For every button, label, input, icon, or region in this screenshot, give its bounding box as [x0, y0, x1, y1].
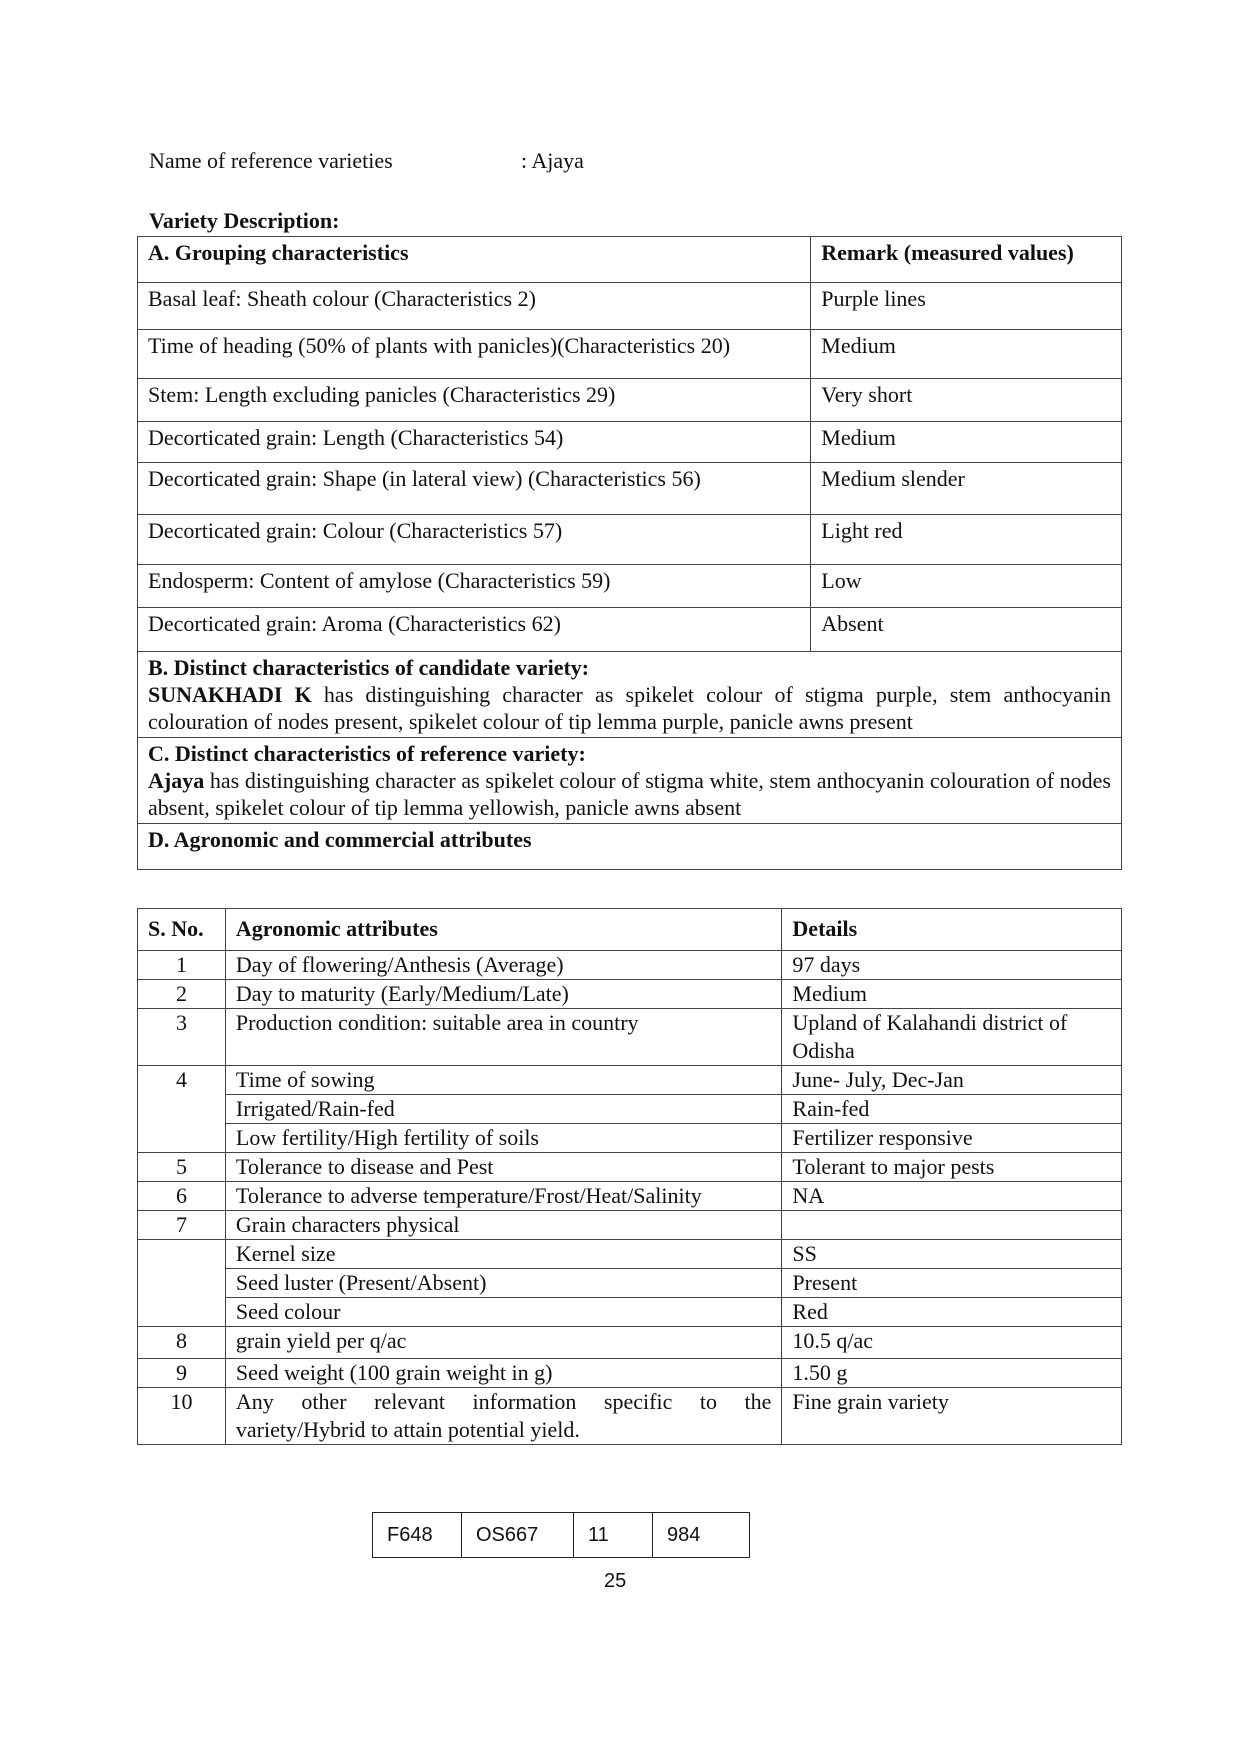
detail-cell: NA	[782, 1182, 1122, 1211]
section-b-row	[138, 652, 1122, 738]
variety-description-title: Variety Description:	[149, 208, 340, 233]
attribute-cell: Grain characters physical	[225, 1211, 782, 1240]
agronomic-attributes-table	[137, 908, 1122, 1445]
characteristic-cell: Decorticated grain: Aroma (Characteristics 62)	[138, 608, 811, 652]
sno-cell: 1	[138, 951, 226, 980]
table-row	[138, 1095, 1122, 1124]
reference-variety-name: Ajaya	[148, 768, 205, 793]
section-b-header: B. Distinct characteristics of candidate variety:	[148, 655, 590, 680]
sno-cell: 10	[138, 1388, 226, 1445]
code-cell: F648	[373, 1513, 462, 1558]
section-c-text: has distinguishing character as spikelet colour of stigma white, stem anthocyanin colouration of nodes absent, spikelet colour of tip lemma yellowish, panicle awns absent	[148, 768, 1111, 820]
candidate-variety-name: SUNAKHADI K	[148, 682, 312, 707]
attribute-cell: Production condition: suitable area in country	[225, 1009, 782, 1066]
remark-header: Remark (measured values)	[811, 237, 1122, 283]
table-row	[138, 515, 1122, 565]
characteristic-cell: Endosperm: Content of amylose (Characteristics 59)	[138, 565, 811, 608]
attribute-cell: Kernel size	[225, 1240, 782, 1269]
sno-cell: 4	[138, 1066, 226, 1153]
section-c-row	[138, 738, 1122, 824]
table-row	[138, 330, 1122, 379]
attribute-header: Agronomic attributes	[225, 909, 782, 951]
characteristic-cell: Decorticated grain: Colour (Characteristics 57)	[138, 515, 811, 565]
table-row	[138, 1359, 1122, 1388]
detail-cell: Tolerant to major pests	[782, 1153, 1122, 1182]
table-row	[138, 1182, 1122, 1211]
attribute-cell: Day to maturity (Early/Medium/Late)	[225, 980, 782, 1009]
detail-cell: Medium	[782, 980, 1122, 1009]
attribute-cell: Tolerance to disease and Pest	[225, 1153, 782, 1182]
remark-cell: Purple lines	[811, 283, 1122, 330]
table-row	[138, 1388, 1122, 1445]
table-row	[138, 379, 1122, 422]
reference-variety-line	[149, 148, 584, 174]
code-cell: OS667	[462, 1513, 574, 1558]
section-d-row	[138, 824, 1122, 870]
section-a-header-row	[138, 237, 1122, 283]
detail-cell: Present	[782, 1269, 1122, 1298]
characteristic-cell: Time of heading (50% of plants with panicles)(Characteristics 20)	[138, 330, 811, 379]
attribute-cell: Day of flowering/Anthesis (Average)	[225, 951, 782, 980]
attribute-cell: Seed colour	[225, 1298, 782, 1327]
attribute-cell: Low fertility/High fertility of soils	[225, 1124, 782, 1153]
table-row	[138, 1124, 1122, 1153]
code-cell: 984	[653, 1513, 750, 1558]
table-row	[138, 1153, 1122, 1182]
code-box	[372, 1512, 750, 1558]
table-row	[138, 283, 1122, 330]
sno-header: S. No.	[138, 909, 226, 951]
sno-cell	[138, 1240, 226, 1327]
sno-cell: 9	[138, 1359, 226, 1388]
remark-cell: Absent	[811, 608, 1122, 652]
characteristic-cell: Decorticated grain: Length (Characteristics 54)	[138, 422, 811, 463]
table-row	[138, 1211, 1122, 1240]
detail-cell: Rain-fed	[782, 1095, 1122, 1124]
table-row	[138, 1009, 1122, 1066]
sno-cell: 6	[138, 1182, 226, 1211]
remark-cell: Medium	[811, 422, 1122, 463]
attribute-cell: Seed weight (100 grain weight in g)	[225, 1359, 782, 1388]
section-c-header: C. Distinct characteristics of reference variety:	[148, 741, 586, 766]
attribute-cell: Tolerance to adverse temperature/Frost/Heat/Salinity	[225, 1182, 782, 1211]
sno-cell: 3	[138, 1009, 226, 1066]
table-row	[138, 608, 1122, 652]
attribute-cell: Seed luster (Present/Absent)	[225, 1269, 782, 1298]
section-a-header: A. Grouping characteristics	[138, 237, 811, 283]
table-row	[138, 980, 1122, 1009]
section-d-header: D. Agronomic and commercial attributes	[138, 824, 1122, 870]
detail-cell: Red	[782, 1298, 1122, 1327]
table-row	[138, 1327, 1122, 1359]
detail-cell: Fertilizer responsive	[782, 1124, 1122, 1153]
attribute-cell: grain yield per q/ac	[225, 1327, 782, 1359]
reference-label: Name of reference varieties	[149, 148, 393, 173]
section-b-text: has distinguishing character as spikelet colour of stigma purple, stem anthocyanin colouration of nodes present, spikelet colour of tip lemma purple, panicle awns present	[148, 682, 1111, 734]
sno-cell: 8	[138, 1327, 226, 1359]
sno-cell: 2	[138, 980, 226, 1009]
section-b-cell	[138, 652, 1122, 738]
remark-cell: Low	[811, 565, 1122, 608]
attribute-cell: Any other relevant information specific to the variety/Hybrid to attain potential yield.	[225, 1388, 782, 1445]
table-row	[138, 1298, 1122, 1327]
remark-cell: Light red	[811, 515, 1122, 565]
table-row	[138, 1066, 1122, 1095]
detail-cell: 97 days	[782, 951, 1122, 980]
characteristic-cell: Stem: Length excluding panicles (Characteristics 29)	[138, 379, 811, 422]
sno-cell: 5	[138, 1153, 226, 1182]
detail-cell: June- July, Dec-Jan	[782, 1066, 1122, 1095]
code-cell: 11	[574, 1513, 653, 1558]
table-row	[138, 1269, 1122, 1298]
remark-cell: Medium	[811, 330, 1122, 379]
detail-cell: SS	[782, 1240, 1122, 1269]
page-number: 25	[604, 1570, 627, 1592]
characteristic-cell: Basal leaf: Sheath colour (Characteristics 2)	[138, 283, 811, 330]
agro-header-row	[138, 909, 1122, 951]
table-row	[138, 463, 1122, 515]
attribute-cell: Irrigated/Rain-fed	[225, 1095, 782, 1124]
table-row	[138, 565, 1122, 608]
detail-cell: Upland of Kalahandi district of Odisha	[782, 1009, 1122, 1066]
detail-cell: 10.5 q/ac	[782, 1327, 1122, 1359]
table-row	[138, 951, 1122, 980]
details-header: Details	[782, 909, 1122, 951]
variety-description-table	[137, 236, 1122, 870]
remark-cell: Very short	[811, 379, 1122, 422]
table-row	[138, 422, 1122, 463]
attribute-cell: Time of sowing	[225, 1066, 782, 1095]
remark-cell: Medium slender	[811, 463, 1122, 515]
section-c-cell	[138, 738, 1122, 824]
detail-cell	[782, 1211, 1122, 1240]
characteristic-cell: Decorticated grain: Shape (in lateral view) (Characteristics 56)	[138, 463, 811, 515]
reference-value: : Ajaya	[521, 148, 584, 173]
sno-cell: 7	[138, 1211, 226, 1240]
table-row	[138, 1240, 1122, 1269]
detail-cell: 1.50 g	[782, 1359, 1122, 1388]
detail-cell: Fine grain variety	[782, 1388, 1122, 1445]
